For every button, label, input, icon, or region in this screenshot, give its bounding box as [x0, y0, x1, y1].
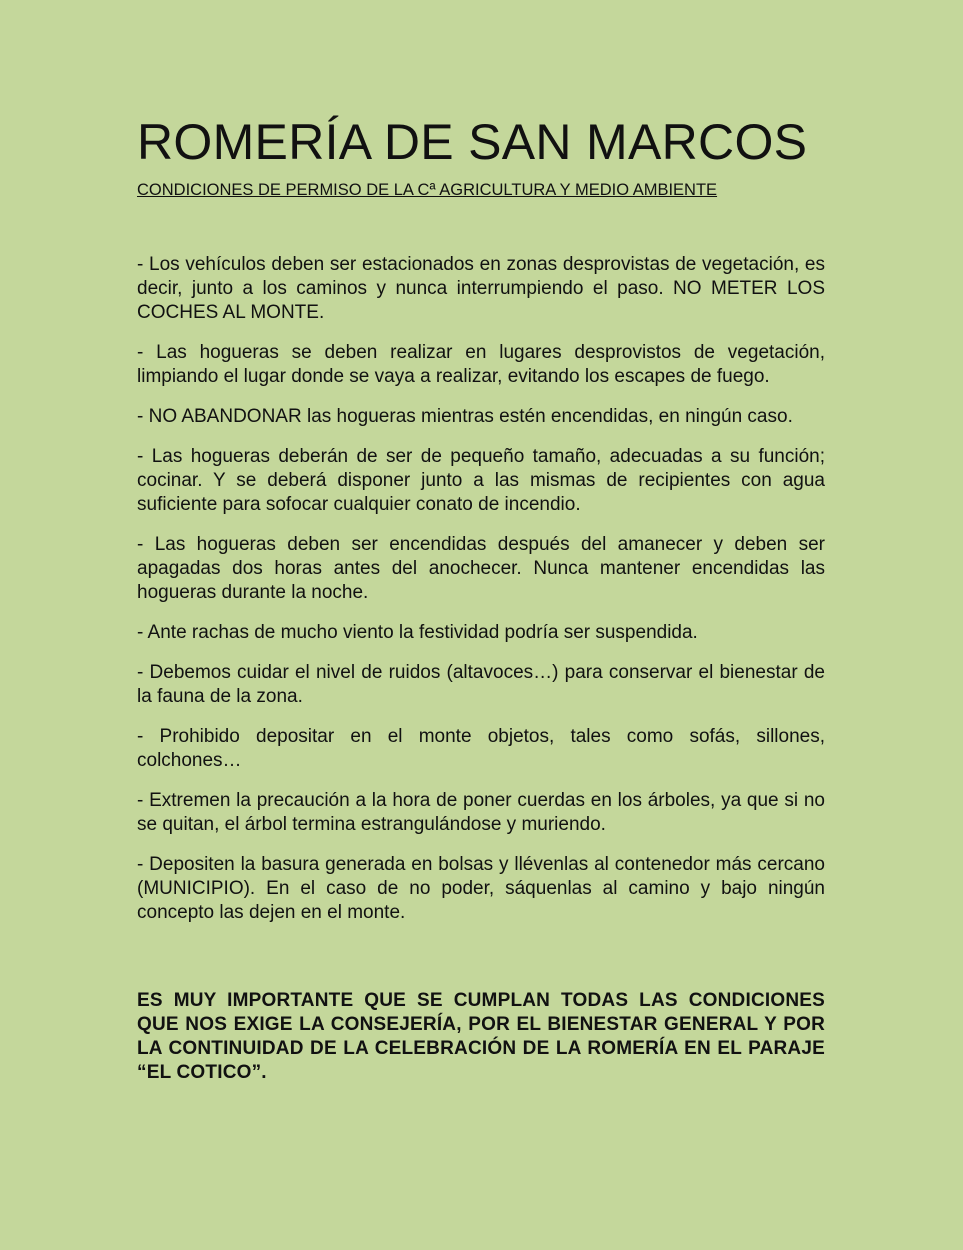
rule-item: - Las hogueras deben ser encendidas después del amanecer y deben ser apagadas dos horas antes del anochecer. Nunca mantener encendidas las hogueras durante la noche.	[137, 534, 825, 603]
rule-item: - Las hogueras deberán de ser de pequeño tamaño, adecuadas a su función; cocinar. Y se deberá disponer junto a las mismas de recipientes con agua suficiente para sofocar cualquier conato de incendio.	[137, 446, 825, 515]
rule-item: - Prohibido depositar en el monte objetos, tales como sofás, sillones, colchones…	[137, 726, 825, 771]
rules-list	[137, 253, 825, 925]
closing-statement: ES MUY IMPORTANTE QUE SE CUMPLAN TODAS LAS CONDICIONES QUE NOS EXIGE LA CONSEJERÍA, POR EL BIENESTAR GENERAL Y POR LA CONTINUIDAD DE LA CELEBRACIÓN DE LA ROMERÍA EN EL PARAJE “EL COTICO”.	[137, 990, 825, 1083]
rule-item: - Depositen la basura generada en bolsas y llévenlas al contenedor más cercano (MUNICIPIO). En el caso de no poder, sáquenlas al camino y bajo ningún concepto las dejen en el monte.	[137, 854, 825, 923]
document-page	[137, 112, 825, 1104]
rule-item: - Ante rachas de mucho viento la festividad podría ser suspendida.	[137, 622, 698, 643]
rule-item: - Los vehículos deben ser estacionados en zonas desprovistas de vegetación, es decir, junto a los caminos y nunca interrumpiendo el paso. NO METER LOS COCHES AL MONTE.	[137, 254, 825, 323]
document-title: ROMERÍA DE SAN MARCOS	[137, 114, 808, 170]
rule-item: - Las hogueras se deben realizar en lugares desprovistos de vegetación, limpiando el lugar donde se vaya a realizar, evitando los escapes de fuego.	[137, 342, 825, 387]
rule-item: - Debemos cuidar el nivel de ruidos (altavoces…) para conservar el bienestar de la fauna de la zona.	[137, 662, 825, 707]
document-subtitle: CONDICIONES DE PERMISO DE LA Cª AGRICULTURA Y MEDIO AMBIENTE	[137, 181, 718, 199]
rule-item: - NO ABANDONAR las hogueras mientras estén encendidas, en ningún caso.	[137, 406, 793, 427]
rule-item: - Extremen la precaución a la hora de poner cuerdas en los árboles, ya que si no se quitan, el árbol termina estrangulándose y muriendo.	[137, 790, 825, 835]
